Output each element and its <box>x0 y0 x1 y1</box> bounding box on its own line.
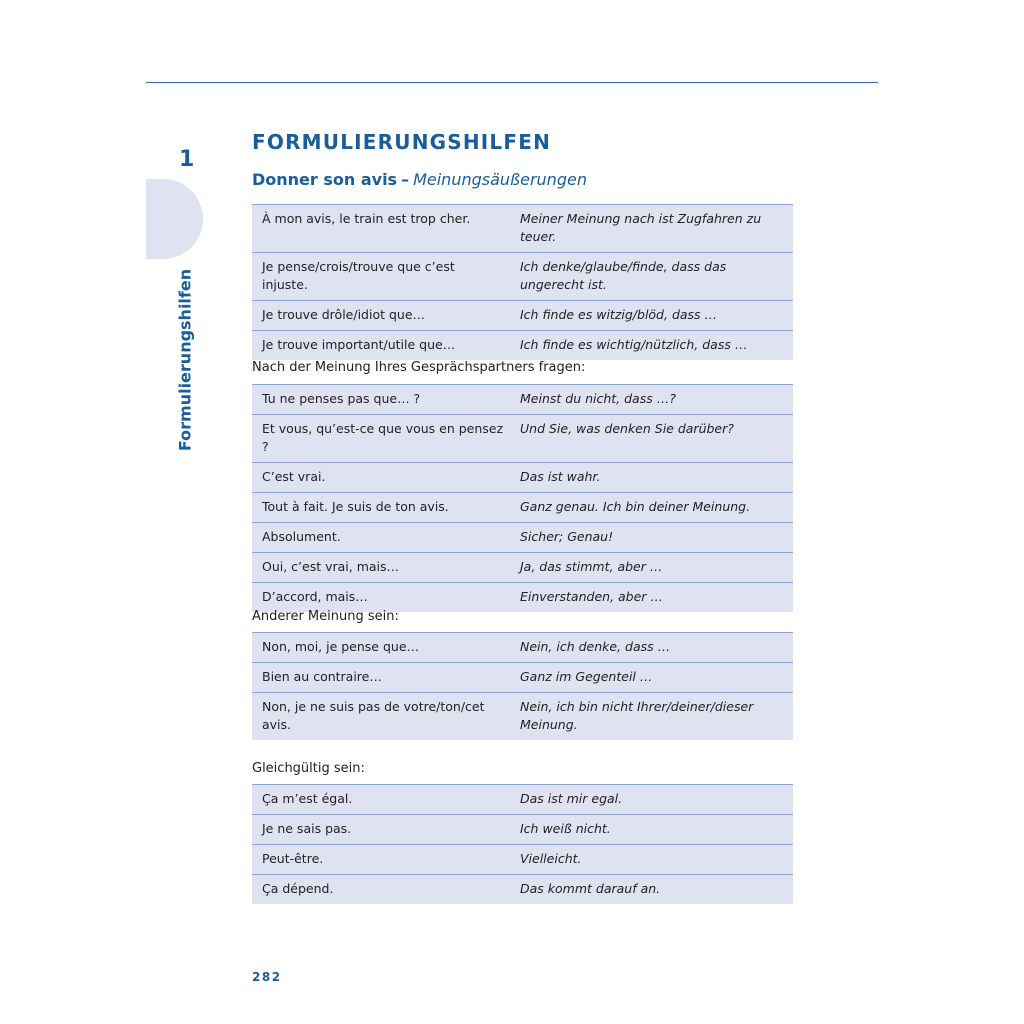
phrase-fr: Ça m’est égal. <box>252 785 512 815</box>
table-row <box>252 815 793 845</box>
section-prompt-ask: Nach der Meinung Ihres Gesprächspartners fragen: <box>252 360 586 375</box>
chapter-marker-shape <box>146 179 203 259</box>
phrase-de: Das ist mir egal. <box>512 785 793 815</box>
section-prompt-indifferent: Gleichgültig sein: <box>252 761 365 776</box>
table-row <box>252 493 793 523</box>
phrase-fr: Tu ne penses pas que… ? <box>252 385 512 415</box>
table-row <box>252 253 793 301</box>
phrase-de: Vielleicht. <box>512 845 793 875</box>
table-row <box>252 415 793 463</box>
table-row <box>252 331 793 361</box>
phrase-table-opinion <box>252 204 793 360</box>
phrase-de: Nein, ich denke, dass … <box>512 633 793 663</box>
table-row <box>252 875 793 905</box>
phrase-fr: Je pense/crois/trouve que c’est injuste. <box>252 253 512 301</box>
phrase-table-ask <box>252 384 793 612</box>
table-row <box>252 463 793 493</box>
phrase-fr: Tout à fait. Je suis de ton avis. <box>252 493 512 523</box>
chapter-number: 1 <box>179 147 195 172</box>
phrase-fr: Non, je ne suis pas de votre/ton/cet avis. <box>252 693 512 741</box>
phrase-de: Meiner Meinung nach ist Zugfahren zu teuer. <box>512 205 793 253</box>
phrase-fr: Bien au contraire… <box>252 663 512 693</box>
table-row <box>252 205 793 253</box>
phrase-de: Nein, ich bin nicht Ihrer/deiner/dieser Meinung. <box>512 693 793 741</box>
table-row <box>252 845 793 875</box>
phrase-fr: Absolument. <box>252 523 512 553</box>
subtitle-separator: – <box>401 170 410 189</box>
subtitle-fr: Donner son avis <box>252 170 398 189</box>
phrase-fr: À mon avis, le train est trop cher. <box>252 205 512 253</box>
phrase-fr: Je trouve drôle/idiot que… <box>252 301 512 331</box>
phrase-fr: C’est vrai. <box>252 463 512 493</box>
table-row <box>252 553 793 583</box>
phrase-fr: Je trouve important/utile que… <box>252 331 512 361</box>
phrase-fr: Je ne sais pas. <box>252 815 512 845</box>
subtitle-de: Meinungsäußerungen <box>413 170 587 189</box>
phrase-fr: Ça dépend. <box>252 875 512 905</box>
phrase-de: Ja, das stimmt, aber … <box>512 553 793 583</box>
phrase-fr: Non, moi, je pense que… <box>252 633 512 663</box>
phrase-de: Ganz im Gegenteil … <box>512 663 793 693</box>
phrase-de: Ich denke/glaube/finde, dass das ungerecht ist. <box>512 253 793 301</box>
header-rule <box>146 82 878 83</box>
table-row <box>252 785 793 815</box>
phrase-fr: Et vous, qu’est-ce que vous en pensez ? <box>252 415 512 463</box>
page-title: FORMULIERUNGSHILFEN <box>252 130 552 154</box>
phrase-de: Das ist wahr. <box>512 463 793 493</box>
section-prompt-disagree: Anderer Meinung sein: <box>252 609 399 624</box>
table-row <box>252 693 793 741</box>
phrase-table-disagree <box>252 632 793 740</box>
phrase-de: Meinst du nicht, dass …? <box>512 385 793 415</box>
section-subtitle <box>252 170 587 189</box>
phrase-de: Sicher; Genau! <box>512 523 793 553</box>
phrase-fr: D’accord, mais… <box>252 583 512 613</box>
phrase-de: Ganz genau. Ich bin deiner Meinung. <box>512 493 793 523</box>
phrase-de: Ich weiß nicht. <box>512 815 793 845</box>
phrase-de: Das kommt darauf an. <box>512 875 793 905</box>
table-row <box>252 663 793 693</box>
phrase-fr: Peut-être. <box>252 845 512 875</box>
table-row <box>252 385 793 415</box>
phrase-table-indifferent <box>252 784 793 904</box>
phrase-fr: Oui, c’est vrai, mais… <box>252 553 512 583</box>
phrase-de: Ich finde es wichtig/nützlich, dass … <box>512 331 793 361</box>
table-row <box>252 301 793 331</box>
table-row <box>252 583 793 613</box>
table-row <box>252 633 793 663</box>
phrase-de: Und Sie, was denken Sie darüber? <box>512 415 793 463</box>
phrase-de: Ich finde es witzig/blöd, dass … <box>512 301 793 331</box>
table-row <box>252 523 793 553</box>
page-number: 282 <box>252 970 282 984</box>
side-label: Formulierungshilfen <box>175 268 195 452</box>
phrase-de: Einverstanden, aber … <box>512 583 793 613</box>
